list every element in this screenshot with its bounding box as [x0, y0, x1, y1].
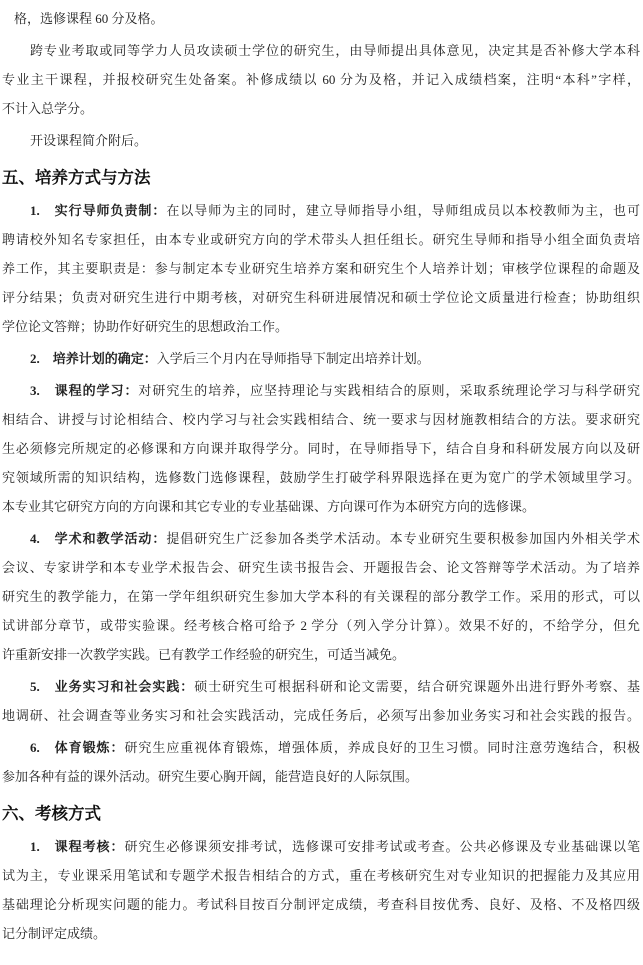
doc-line [2, 405, 640, 434]
doc-line [2, 762, 640, 791]
doc-text-segment: 会议、专家讲学和本专业学术报告会、研究生读书报告会、开题报告会、论文答辩等学术活动。为了培养 [2, 560, 640, 575]
doc-text-segment: 基础理论分析现实问题的能力。考试科目按百分制评定成绩，考查科目按优秀、良好、及格、不及格四级 [2, 897, 640, 912]
doc-text-bold-segment: 3. 课程的学习： [30, 383, 139, 398]
doc-line [2, 225, 640, 254]
doc-text-segment: 本专业其它研究方向的方向课和其它专业的专业基础课、方向课可作为本研究方向的选修课。 [2, 499, 536, 514]
doc-text-bold-segment: 5. 业务实习和社会实践： [30, 679, 195, 694]
doc-line [2, 196, 640, 225]
doc-text-segment: 入学后三个月内在导师指导下制定出培养计划。 [156, 351, 430, 366]
doc-text-bold-segment: 五、培养方式与方法 [2, 169, 151, 187]
doc-text-segment: 养工作，其主要职责是：参与制定本专业研究生培养方案和研究生个人培养计划；审核学位课程的命题及 [2, 261, 640, 276]
doc-text-segment: 试讲部分章节，或带实验课。经考核合格可给予 2 学分（列入学分计算）。效果不好的，不给学分，但允 [2, 618, 640, 633]
doc-line [2, 492, 640, 521]
doc-text-bold-segment: 6. 体育锻炼： [30, 740, 125, 755]
doc-text-segment: 参加各种有益的课外活动。研究生要心胸开阔，能营造良好的人际氛围。 [2, 769, 419, 784]
doc-text-segment: 学位论文答辩；协助作好研究生的思想政治工作。 [2, 319, 289, 334]
doc-text-segment: 跨专业考取或同等学力人员攻读硕士学位的研究生，由导师提出具体意见，决定其是否补修大学本科 [30, 43, 640, 58]
doc-text-segment: 开设课程简介附后。 [30, 133, 148, 148]
doc-text-segment: 硕士研究生可根据科研和论文需要，结合研究课题外出进行野外考察、基 [194, 679, 640, 694]
doc-line [2, 890, 640, 919]
doc-line [2, 376, 640, 405]
doc-line [2, 434, 640, 463]
doc-line [2, 94, 640, 123]
doc-text-segment: 研究生必修课须安排考试，选修课可安排考试或考查。公共必修课及专业基础课以笔 [124, 839, 640, 854]
doc-text-segment: 专业主干课程，并报校研究生处备案。补修成绩以 60 分为及格，并记入成绩档案，注明“本科”字样， [2, 72, 640, 87]
section-heading [2, 163, 640, 193]
doc-text-segment: 在以导师为主的同时，建立导师指导小组，导师组成员以本校教师为主，也可 [166, 203, 640, 218]
doc-line [2, 126, 640, 155]
doc-line [2, 283, 640, 312]
doc-text-bold-segment: 1. 课程考核： [30, 839, 125, 854]
doc-line [2, 672, 640, 701]
doc-text-segment: 不计入总学分。 [2, 101, 94, 116]
doc-line [2, 36, 640, 65]
doc-text-segment: 提倡研究生广泛参加各类学术活动。本专业研究生要积极参加国内外相关学术 [166, 531, 640, 546]
doc-text-segment: 格，选修课程 60 分及格。 [14, 11, 164, 26]
doc-text-segment: 记分制评定成绩。 [2, 926, 107, 941]
doc-line [2, 4, 640, 33]
doc-text-segment: 生必须修完所规定的必修课和方向课并取得学分。同时，在导师指导下，结合自身和科研发展方向以及研 [2, 441, 640, 456]
doc-text-segment: 许重新安排一次教学实践。已有教学工作经验的研究生，可适当减免。 [2, 647, 406, 662]
doc-text-segment: 对研究生的培养，应坚持理论与实践相结合的原则，采取系统理论学习与科学研究 [138, 383, 640, 398]
doc-text-segment: 地调研、社会调查等业务实习和社会实践活动，完成任务后，必须写出参加业务实习和社会实践的报告。 [2, 708, 640, 723]
doc-line [2, 524, 640, 553]
doc-line [2, 65, 640, 94]
doc-text-bold-segment: 2. 培养计划的确定： [30, 351, 157, 366]
doc-text-segment: 究领域所需的知识结构，选修数门选修课程，鼓励学生打破学科界限选择在更为宽广的学术领域里学习。 [2, 470, 640, 485]
doc-line [2, 582, 640, 611]
doc-line [2, 701, 640, 730]
doc-text-bold-segment: 1. 实行导师负责制： [30, 203, 167, 218]
doc-line [2, 733, 640, 762]
doc-text-segment: 试为主，专业课采用笔试和专题学术报告相结合的方式，重在考核研究生对专业知识的把握能力及其应用 [2, 868, 640, 883]
doc-line [2, 463, 640, 492]
doc-text-segment: 相结合、讲授与讨论相结合、校内学习与社会实践相结合、统一要求与因材施教相结合的方法。要求研究 [2, 412, 640, 427]
doc-text-segment: 研究生的教学能力，在第一学年组织研究生参加大学本科的有关课程的部分教学工作。采用的形式，可以 [2, 589, 640, 604]
doc-line [2, 344, 640, 373]
doc-line [2, 919, 640, 948]
doc-text-segment: 研究生应重视体育锻炼，增强体质，养成良好的卫生习惯。同时注意劳逸结合，积极 [124, 740, 640, 755]
doc-text-bold-segment: 六、考核方式 [2, 805, 101, 823]
doc-line [2, 254, 640, 283]
section-heading [2, 799, 640, 829]
document-body [2, 4, 640, 948]
doc-line [2, 861, 640, 890]
doc-line [2, 832, 640, 861]
doc-line [2, 611, 640, 640]
doc-line [2, 312, 640, 341]
doc-line [2, 640, 640, 669]
doc-text-segment: 聘请校外知名专家担任，由本专业或研究方向的学术带头人担任组长。研究生导师和指导小组全面负责培 [2, 232, 640, 247]
doc-text-segment: 评分结果；负责对研究生进行中期考核，对研究生科研进展情况和硕士学位论文质量进行检查；协助组织 [2, 290, 640, 305]
doc-line [2, 553, 640, 582]
doc-text-bold-segment: 4. 学术和教学活动： [30, 531, 167, 546]
